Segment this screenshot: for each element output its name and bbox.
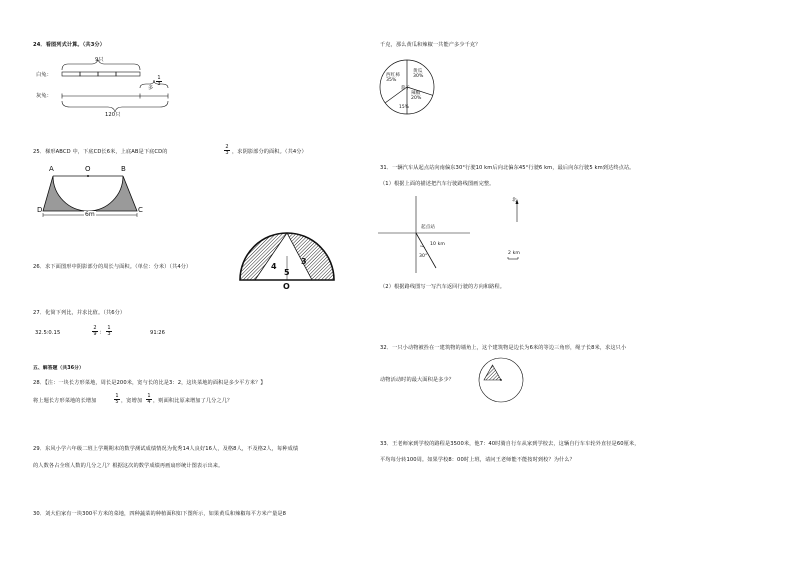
q28-line2b: ，宽增加 [121, 398, 143, 404]
q27-item2-sep: ∶ [100, 330, 102, 336]
q32-line2: 动物活动时的最大面积是多少？ [380, 377, 455, 383]
q25-label-b: B [121, 165, 126, 173]
q31-sub1: （1）根据上面的描述把汽车行驶路线图画完整。 [380, 181, 495, 187]
q31-line1: 31．一辆汽车从起点站向南偏东30°行驶10 km后向北偏东45°行驶6 km，最后向东行驶5 km到达终点站。 [380, 165, 635, 171]
q26-label-three: 3 [301, 257, 307, 266]
q28-line2c: ，则面积比原来增加了几分之几？ [153, 398, 233, 404]
q28-line1: 28．【注：一块长方形菜地，周长是200米，宽与长的比是3：2，这块菜地的面积是多少平方米？】 [33, 380, 266, 386]
q24-more-label: 多 [148, 85, 154, 91]
q31-sub2: （2）根据路线图写一写汽车返回行驶的方向和路程。 [380, 284, 506, 290]
q29-line1: 29．东风小学六年级二班上学期期末的数学测试成绩情况为优秀14人良好16人，及格8人，不及格2人，每种成绩 [33, 446, 299, 452]
q24-more-fraction: $\frac{1}{3}$ [157, 75, 161, 88]
q25-fraction: $\frac{2}{3}$ [225, 144, 229, 157]
q24-row2-label: 灰兔： [36, 93, 52, 99]
q28-frac2: $\frac{1}{4}$ [147, 393, 151, 406]
q26-label-o: O [283, 282, 290, 291]
pie-label-huanggua: 黄瓜 30% [413, 69, 424, 80]
q26-text: 26．求下面图形中阴影部分的周长与面积。（单位：分米）（共4分） [33, 264, 192, 270]
q28-frac1: $\frac{1}{5}$ [115, 393, 119, 406]
q31-angle-label: 30° [419, 254, 428, 259]
q25-label-a: A [49, 165, 54, 173]
pie-label-lajiao: 辣椒 20% [411, 91, 422, 102]
pie-label-qiezi-percent: 15% [399, 105, 410, 110]
q24-title: 24．看图列式计算。（共3分） [33, 42, 105, 48]
section-title: 五、解答题（共36分） [33, 366, 84, 371]
pie-label-qiezi: 茄子 [401, 86, 410, 91]
q28-line2a: 将上题长方形菜地的长增加 [33, 398, 97, 404]
q26-label-four: 4 [271, 262, 277, 271]
q25-label-o: O [85, 165, 91, 173]
q27-item2-frac2: $\frac{1}{3}$ [107, 325, 111, 338]
q27-item3: 91∶26 [150, 330, 166, 336]
q25-bottom-length: 6m [85, 211, 95, 218]
pie-label-xihongshi: 西红柿 35% [386, 73, 401, 84]
q25-label-d: D [37, 206, 43, 214]
q24-top-label: 9只 [95, 57, 104, 63]
q32-line1: 32．一只小动物被拴在一建筑物的墙角上，这个建筑物是边长为6米的等边三角形，绳子长8米，求这只小 [380, 345, 627, 351]
q30-continuation: 千克，那么黄瓜和辣椒一共能产多少千克？ [380, 42, 481, 48]
q31-distance-label: 10 km [430, 242, 445, 247]
q24-row1-label: 白兔： [36, 72, 52, 78]
q25-text-b: ，求阴影部分的面积。（共4分） [232, 149, 307, 155]
q25-label-c: C [138, 206, 143, 214]
q29-line2: 的人数各占全班人数的几分之几？根据这次的数学成绩再画扇形统计图表示出来。 [33, 463, 224, 469]
q31-scale-label: 2 km [508, 251, 520, 256]
q31-start-label: 起点站 [421, 225, 436, 230]
q27-item2-frac1: $\frac{2}{9}$ [93, 325, 97, 338]
q24-bottom-label: 120只 [105, 112, 121, 118]
q30-line1: 30．刘大伯家有一块300平方米的菜地，四种蔬菜的种植面积如下图所示，如果黄瓜和辣椒每平方米产量是8 [33, 511, 287, 517]
q26-label-five: 5 [284, 268, 290, 277]
q25-text-a: 25．梯形ABCD 中，下底CD长6米，上底AB是下底CD的 [33, 149, 168, 155]
q31-north-label: 北 [512, 198, 517, 203]
q27-text: 27．化简下列比，并求比值。（共6分） [33, 310, 126, 316]
q33-line2: 平均每分转100周。如果学校8：00时上班，请问王老师能不能按时到校？为什么？ [380, 457, 575, 463]
q33-line1: 33．王老师家到学校的路程是3500米，他7：40时骑自行车从家到学校去，这辆自行车车轮外直径是60厘米， [380, 441, 640, 447]
q27-item1: 32.5∶0.15 [35, 330, 61, 336]
